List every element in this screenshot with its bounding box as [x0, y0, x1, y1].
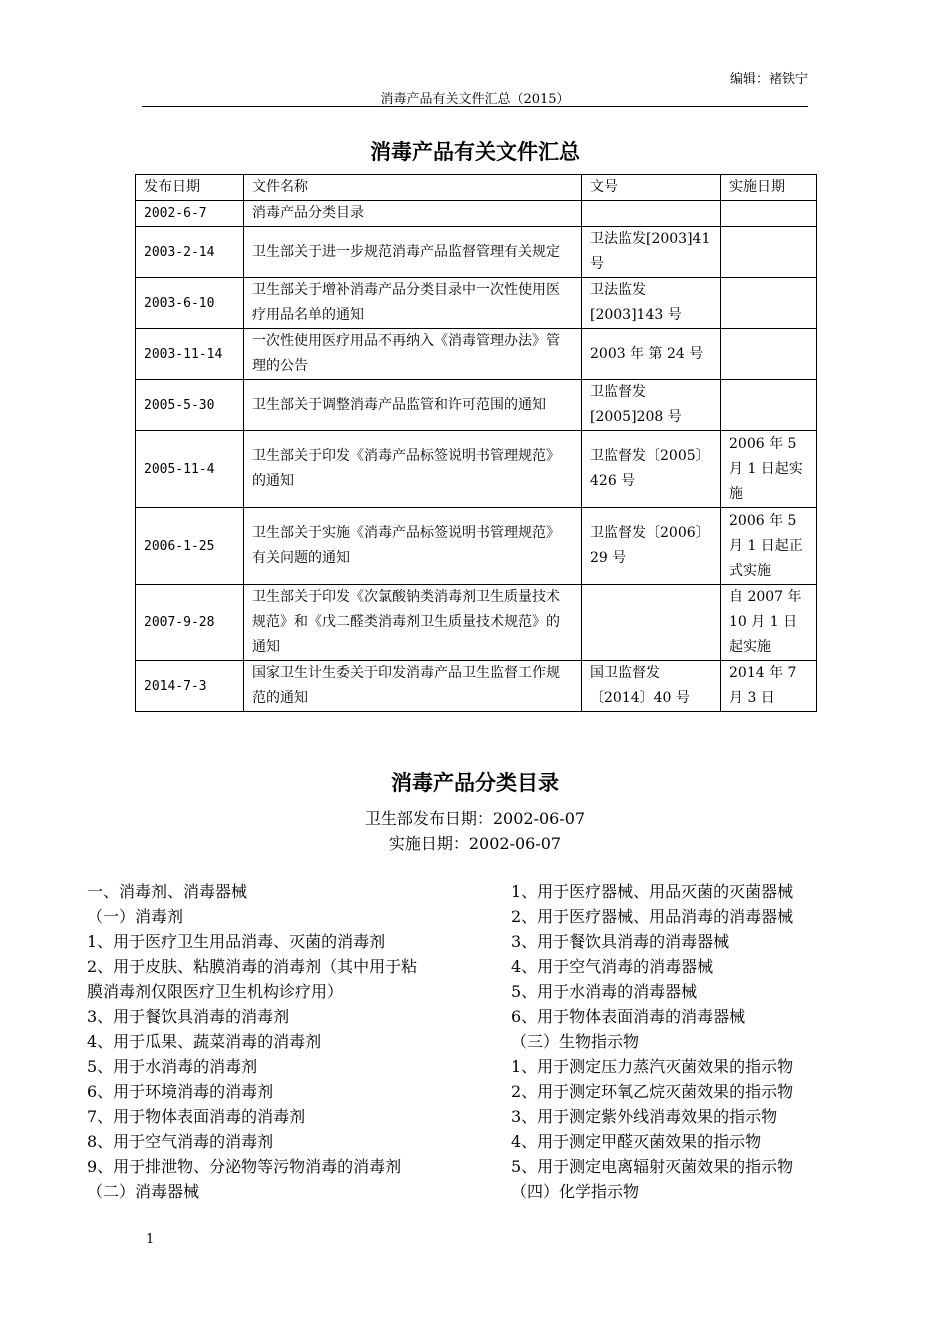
effective-date-cell: 2006 年 5 月 1 日起正式实施: [721, 508, 817, 585]
document-name-cell: 消毒产品分类目录: [244, 201, 582, 227]
list-item: （四）化学指示物: [511, 1182, 640, 1201]
list-item: 4、用于空气消毒的消毒器械: [511, 957, 714, 976]
list-item: 3、用于测定紫外线消毒效果的指示物: [511, 1107, 778, 1126]
table-row: [136, 329, 817, 380]
effective-date-cell: 2006 年 5 月 1 日起实施: [721, 431, 817, 508]
table-row: [136, 431, 817, 508]
effective-date-cell: [721, 227, 817, 278]
publish-date-cell: 2003-11-14: [136, 329, 244, 380]
list-item: 5、用于水消毒的消毒器械: [511, 982, 698, 1001]
list-item: 4、用于瓜果、蔬菜消毒的消毒剂: [87, 1032, 322, 1051]
publish-date-cell: 2003-2-14: [136, 227, 244, 278]
list-item: 6、用于环境消毒的消毒剂: [87, 1082, 274, 1101]
publish-date-cell: 2002-6-7: [136, 201, 244, 227]
effective-date-cell: [721, 201, 817, 227]
list-item: 4、用于测定甲醛灭菌效果的指示物: [511, 1132, 762, 1151]
list-item: 3、用于餐饮具消毒的消毒剂: [87, 1007, 290, 1026]
document-name-cell: 卫生部关于调整消毒产品监管和许可范围的通知: [244, 380, 582, 431]
list-item: 2、用于皮肤、粘膜消毒的消毒剂（其中用于粘: [87, 957, 418, 976]
list-item: 8、用于空气消毒的消毒剂: [87, 1132, 274, 1151]
document-number-cell: 2003 年 第 24 号: [582, 329, 721, 380]
document-number-cell: 卫法监发[2003]143 号: [582, 278, 721, 329]
document-name-cell: 卫生部关于进一步规范消毒产品监督管理有关规定: [244, 227, 582, 278]
catalog-left-column: [87, 879, 487, 1204]
publish-date-cell: 2006-1-25: [136, 508, 244, 585]
document-name-cell: 卫生部关于印发《次氯酸钠类消毒剂卫生质量技术规范》和《戊二醛类消毒剂卫生质量技术规范》的通知: [244, 585, 582, 661]
list-item: 5、用于测定电离辐射灭菌效果的指示物: [511, 1157, 794, 1176]
publish-date-cell: 2007-9-28: [136, 585, 244, 661]
publish-date-cell: 2014-7-3: [136, 661, 244, 712]
column-header-effective: 实施日期: [721, 175, 817, 201]
effective-date-cell: 2014 年 7 月 3 日: [721, 661, 817, 712]
document-name-cell: 一次性使用医疗用品不再纳入《消毒管理办法》管理的公告: [244, 329, 582, 380]
table-row: [136, 508, 817, 585]
document-number-cell: 卫监督发〔2005〕426 号: [582, 431, 721, 508]
list-item: （三）生物指示物: [511, 1032, 640, 1051]
list-item: 2、用于医疗器械、用品消毒的消毒器械: [511, 907, 794, 926]
document-number-cell: 卫监督发〔2006〕29 号: [582, 508, 721, 585]
list-item: 3、用于餐饮具消毒的消毒器械: [511, 932, 730, 951]
list-item: 膜消毒剂仅限医疗卫生机构诊疗用）: [87, 982, 344, 1001]
list-item: 9、用于排泄物、分泌物等污物消毒的消毒剂: [87, 1157, 402, 1176]
list-item: 7、用于物体表面消毒的消毒剂: [87, 1107, 306, 1126]
document-number-cell: 卫法监发[2003]41 号: [582, 227, 721, 278]
table-row: [136, 278, 817, 329]
list-item: 1、用于测定压力蒸汽灭菌效果的指示物: [511, 1057, 794, 1076]
editor-credit: 编辑：褚铁宁: [729, 72, 808, 87]
running-header: 消毒产品有关文件汇总（2015）: [380, 92, 570, 107]
list-item: 6、用于物体表面消毒的消毒器械: [511, 1007, 746, 1026]
document-number-cell: 国卫监督发〔2014〕40 号: [582, 661, 721, 712]
list-item: 1、用于医疗卫生用品消毒、灭菌的消毒剂: [87, 932, 386, 951]
publish-date-cell: 2005-11-4: [136, 431, 244, 508]
publish-date-line: 卫生部发布日期：2002-06-07: [364, 809, 586, 828]
header-divider: [142, 106, 808, 107]
document-number-cell: 卫监督发[2005]208 号: [582, 380, 721, 431]
column-header-date: 发布日期: [136, 175, 244, 201]
effective-date-line: 实施日期：2002-06-07: [388, 834, 562, 853]
document-number-cell: [582, 201, 721, 227]
effective-date-cell: [721, 278, 817, 329]
column-header-number: 文号: [582, 175, 721, 201]
page-title: 消毒产品有关文件汇总: [370, 139, 580, 164]
list-item: 2、用于测定环氧乙烷灭菌效果的指示物: [511, 1082, 794, 1101]
document-name-cell: 卫生部关于增补消毒产品分类目录中一次性使用医疗用品名单的通知: [244, 278, 582, 329]
table-row: [136, 585, 817, 661]
effective-date-cell: 自 2007 年 10 月 1 日起实施: [721, 585, 817, 661]
list-item: （二）消毒器械: [87, 1182, 200, 1201]
publish-date-cell: 2005-5-30: [136, 380, 244, 431]
list-item: （一）消毒剂: [87, 907, 184, 926]
effective-date-cell: [721, 329, 817, 380]
section-title: 消毒产品分类目录: [391, 770, 559, 795]
documents-table: [135, 174, 817, 712]
document-name-cell: 卫生部关于印发《消毒产品标签说明书管理规范》的通知: [244, 431, 582, 508]
document-number-cell: [582, 585, 721, 661]
table-row: [136, 380, 817, 431]
table-row: [136, 661, 817, 712]
table-row: [136, 227, 817, 278]
document-name-cell: 国家卫生计生委关于印发消毒产品卫生监督工作规范的通知: [244, 661, 582, 712]
table-row: [136, 201, 817, 227]
list-item: 5、用于水消毒的消毒剂: [87, 1057, 258, 1076]
catalog-right-column: [511, 879, 861, 1204]
document-name-cell: 卫生部关于实施《消毒产品标签说明书管理规范》有关问题的通知: [244, 508, 582, 585]
list-item: 1、用于医疗器械、用品灭菌的灭菌器械: [511, 882, 794, 901]
page-number: 1: [146, 1232, 155, 1247]
publish-date-cell: 2003-6-10: [136, 278, 244, 329]
effective-date-cell: [721, 380, 817, 431]
column-header-name: 文件名称: [244, 175, 582, 201]
list-item: 一、消毒剂、消毒器械: [87, 882, 248, 901]
table-header-row: [136, 175, 817, 201]
